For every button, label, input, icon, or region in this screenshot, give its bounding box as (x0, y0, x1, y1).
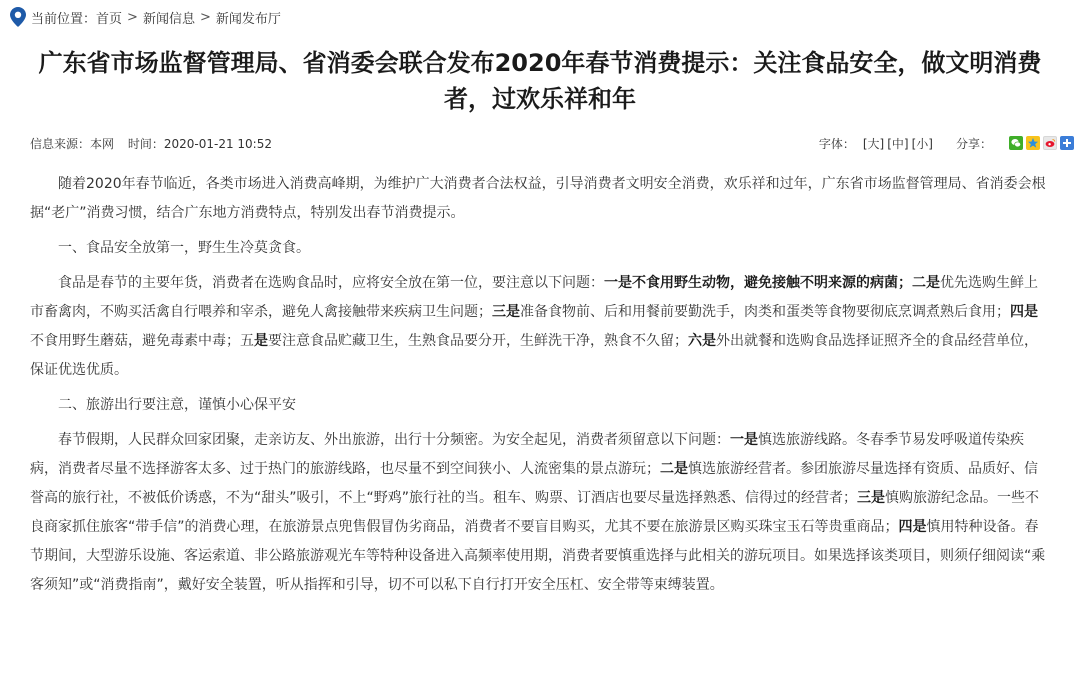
emphasis-text: 一是 (730, 432, 758, 448)
share-label: 分享： (955, 136, 992, 151)
emphasis-text: 二是 (660, 461, 688, 477)
font-size-large-button[interactable]: [大] (862, 136, 885, 151)
paragraph-text: 二、旅游出行要注意，谨慎小心保平安 (58, 397, 296, 413)
article-meta (30, 134, 1074, 152)
article-body (30, 170, 1050, 606)
emphasis-text: 三是 (857, 490, 886, 506)
article-paragraph (30, 269, 1050, 385)
paragraph-text: 慎用特种设备。春节期间，大型游乐设施、客运索道、非公路旅游观光车等特种设备进入高频率使用期，消费者要慎重选择与此相关的游玩项目。如果选择该类项目，则须仔细阅读“乘客须知”或“消费指南”，戴好安全装置，听从指挥和引导，切不可以私下自行打开安全压杠、安全带等束缚装置。 (30, 519, 1046, 593)
breadcrumb-label: 当前位置： (31, 11, 97, 27)
paragraph-text: 优先选购生鲜上市畜禽肉，不购买活禽自行喂养和宰杀，避免人禽接触带来疾病卫生问题； (30, 275, 1038, 320)
paragraph-text: 随着2020年春节临近，各类市场进入消费高峰期，为维护广大消费者合法权益，引导消费者文明安全消费，欢乐祥和过年，广东省市场监督管理局、省消委会根据“老广”消费习惯，结合广东地方消费特点，特别发出春节消费提示。 (30, 176, 1046, 221)
qzone-icon[interactable] (1026, 136, 1040, 150)
emphasis-text: 四是 (1010, 304, 1038, 320)
font-size-medium-button[interactable]: [中] (887, 136, 909, 151)
breadcrumb-home-link[interactable]: 首页 (96, 11, 123, 27)
font-size-label: 字体： (818, 136, 855, 151)
breadcrumb-separator: > (127, 9, 138, 25)
paragraph-text: 食品是春节的主要年货，消费者在选购食品时，应将安全放在第一位，要注意以下问题： (58, 275, 604, 291)
paragraph-text: 一、食品安全放第一，野生生冷莫贪食。 (58, 240, 310, 256)
breadcrumb (10, 6, 281, 28)
emphasis-text: 三是 (492, 304, 520, 320)
weibo-icon[interactable] (1043, 136, 1057, 150)
font-size-small-button[interactable]: [小] (911, 136, 933, 151)
article-paragraph (30, 391, 1050, 420)
emphasis-text: 六是 (688, 333, 716, 349)
article-paragraph (30, 426, 1050, 600)
article-paragraph (30, 170, 1050, 228)
paragraph-text: 慎购旅游纪念品。一些不良商家抓住旅客“带手信”的消费心理，在旅游景点兜售假冒伪劣商品，消费者不要盲目购买，尤其不要在旅游景区购买珠宝玉石等贵重商品； (30, 490, 1040, 535)
article-title: 广东省市场监督管理局、省消委会联合发布2020年春节消费提示：关注食品安全，做文明消费者，过欢乐祥和年 (38, 49, 1042, 113)
emphasis-text: 一是不食用野生动物，避免接触不明来源的病菌； (604, 275, 912, 291)
breadcrumb-separator: > (199, 9, 211, 25)
article-source: 信息来源：本网 (30, 136, 115, 151)
paragraph-text: 外出就餐和选购食品选择证照齐全的食品经营单位，保证优选优质。 (30, 333, 1038, 378)
plus-icon[interactable] (1060, 136, 1074, 150)
breadcrumb-press-link[interactable]: 新闻发布厅 (215, 11, 281, 27)
emphasis-text: 四是 (898, 519, 927, 535)
article-time: 时间：2020-01-21 10:52 (127, 136, 272, 151)
paragraph-text: 准备食物前、后和用餐前要勤洗手，肉类和蛋类等食物要彻底烹调煮熟后食用； (520, 304, 1010, 320)
wechat-icon[interactable] (1009, 136, 1023, 150)
breadcrumb-news-link[interactable]: 新闻信息 (142, 11, 195, 27)
paragraph-text: 要注意食品贮藏卫生，生熟食品要分开，生鲜洗干净，熟食不久留； (268, 333, 688, 349)
location-pin-icon (10, 7, 26, 27)
paragraph-text: 春节假期，人民群众回家团聚，走亲访友、外出旅游，出行十分频密。为安全起见，消费者须留意以下问题： (58, 432, 730, 448)
article-paragraph (30, 234, 1050, 263)
paragraph-text: 慎选旅游线路。冬春季节易发呼吸道传染疾病，消费者尽量不选择游客太多、过于热门的旅游线路，也尽量不到空间狭小、人流密集的景点游玩； (30, 432, 1024, 477)
emphasis-text: 是 (254, 333, 268, 349)
emphasis-text: 二是 (912, 275, 940, 291)
paragraph-text: 慎选旅游经营者。参团旅游尽量选择有资质、品质好、信誉高的旅行社，不被低价诱惑，不为“甜头”吸引，不上“野鸡”旅行社的当。租车、购票、订酒店也要尽量选择熟悉、信得过的经营者； (30, 461, 1038, 506)
paragraph-text: 不食用野生蘑菇，避免毒素中毒；五 (30, 333, 254, 349)
